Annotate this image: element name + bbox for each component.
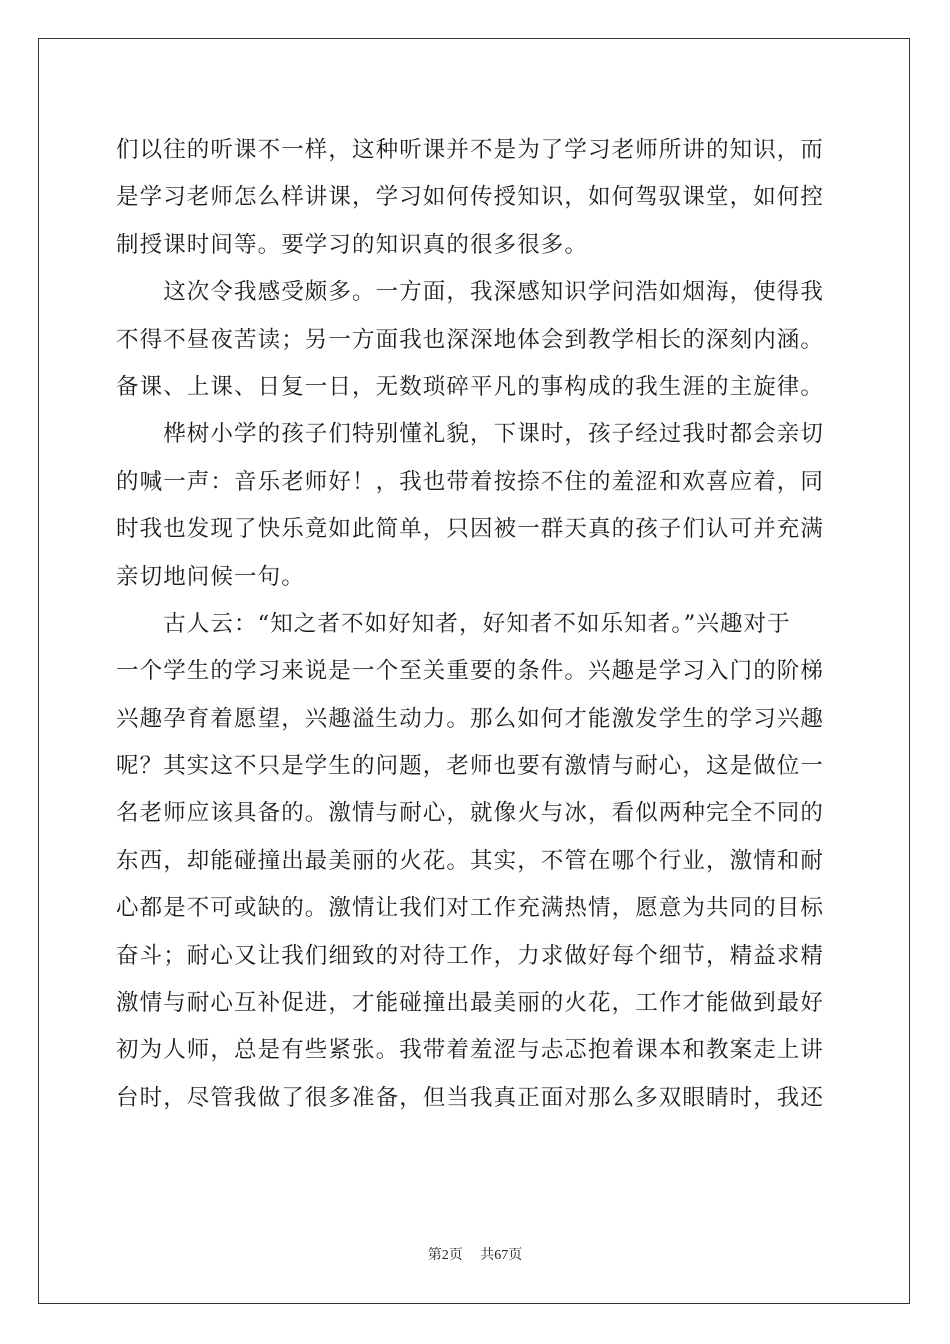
text-line: 一个学生的学习来说是一个至关重要的条件。兴趣是学习入门的阶梯 [116,658,825,685]
text-line: 桦树小学的孩子们特别懂礼貌，下课时，孩子经过我时都会亲切 [116,421,825,448]
text-line: 时我也发现了快乐竟如此简单，只因被一群天真的孩子们认可并充满 [116,516,825,543]
text-line: 名老师应该具备的。激情与耐心，就像火与冰，看似两种完全不同的 [116,800,825,827]
text-line: 的喊一声：音乐老师好！，我也带着按捺不住的羞涩和欢喜应着，同 [116,468,825,495]
text-line: 心都是不可或缺的。激情让我们对工作充满热情，愿意为共同的目标 [116,895,825,922]
text-line: 们以往的听课不一样，这种听课并不是为了学习老师所讲的知识，而 [116,137,825,163]
text-line: 台时，尽管我做了很多准备，但当我真正面对那么多双眼睛时，我还 [116,1084,825,1111]
text-line: 兴趣孕育着愿望，兴趣溢生动力。那么如何才能激发学生的学习兴趣 [116,705,825,732]
text-line: 初为人师，总是有些紧张。我带着羞涩与忐忑抱着课本和教案走上讲 [116,1037,825,1064]
text-line: 备课、上课、日复一日，无数琐碎平凡的事构成的我生涯的主旋律。 [116,373,825,400]
text-line: 这次令我感受颇多。一方面，我深感知识学问浩如烟海，使得我 [116,279,825,306]
text-line: 呢？其实这不只是学生的问题，老师也要有激情与耐心，这是做位一 [116,753,825,780]
text-line: 亲切地问候一句。 [116,563,305,590]
text-line: 奋斗；耐心又让我们细致的对待工作，力求做好每个细节，精益求精 [116,942,825,969]
text-line: 不得不昼夜苦读；另一方面我也深深地体会到教学相长的深刻内涵。 [116,326,825,353]
text-line: 古人云：“知之者不如好知者，好知者不如乐知者。”兴趣对于 [116,610,791,637]
document-body [116,127,836,1122]
text-line: 是学习老师怎么样讲课，学习如何传授知识，如何驾驭课堂，如何控 [116,184,825,211]
text-line: 制授课时间等。要学习的知识真的很多很多。 [116,231,589,258]
page-number: 第2页 共67页 [427,1248,523,1263]
text-line: 激情与耐心互补促进，才能碰撞出最美丽的火花，工作才能做到最好 [116,990,825,1017]
text-line: 东西，却能碰撞出最美丽的火花。其实，不管在哪个行业，激情和耐 [116,847,825,874]
